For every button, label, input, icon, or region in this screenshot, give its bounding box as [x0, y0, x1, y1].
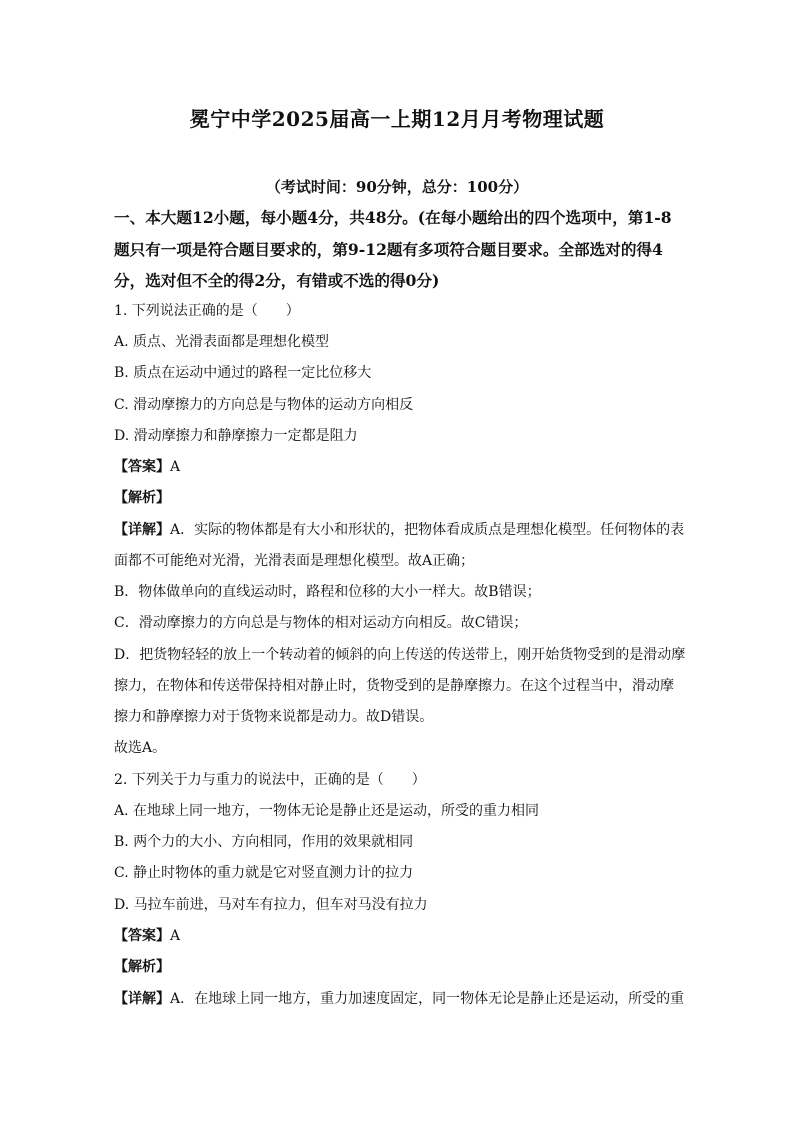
- q1-analysis-heading: 【解析】: [114, 490, 170, 506]
- q2-detail-tag: 【详解】: [114, 991, 170, 1007]
- q1-detail-line-6: 擦力，在物体和传送带保持相对静止时，货物受到的是静摩擦力。在这个过程当中，滑动摩: [114, 678, 674, 694]
- q1-detail-line-5: D．把货物轻轻的放上一个转动着的倾斜的向上传送的传送带上，刚开始货物受到的是滑动摩: [114, 647, 686, 663]
- q1-answer: [114, 456, 180, 476]
- q2-analysis-heading: 【解析】: [114, 959, 170, 975]
- q2-option-b: B. 两个力的大小、方向相同，作用的效果就相同: [114, 834, 414, 850]
- q2-stem: 2. 下列关于力与重力的说法中，正确的是（ ）: [114, 772, 426, 788]
- q1-option-b: B. 质点在运动中通过的路程一定比位移大: [114, 365, 372, 381]
- q1-detail-line-2: 面都不可能绝对光滑，光滑表面是理想化模型。故A正确；: [114, 553, 475, 569]
- q2-option-c: C. 静止时物体的重力就是它对竖直测力计的拉力: [114, 865, 414, 881]
- page-title: 冕宁中学2025届高一上期12月月考物理试题: [189, 107, 605, 131]
- section-instructions-line-3: 分，选对但不全的得2分，有错或不选的得0分): [114, 271, 440, 290]
- q1-answer-tag: 【答案】: [114, 459, 170, 475]
- q1-detail-line-7: 擦力和静摩擦力对于货物来说都是动力。故D错误。: [114, 709, 434, 725]
- q2-answer-value: A: [170, 928, 181, 944]
- q2-option-d: D. 马拉车前进，马对车有拉力，但车对马没有拉力: [114, 897, 428, 913]
- q1-detail-line-1: [114, 519, 684, 539]
- section-instructions-line-2: 题只有一项是符合题目要求的，第9-12题有多项符合题目要求。全部选对的得4: [114, 240, 663, 259]
- q1-option-d: D. 滑动摩擦力和静摩擦力一定都是阻力: [114, 428, 358, 444]
- q2-answer: [114, 925, 180, 945]
- q1-conclusion: 故选A。: [114, 740, 167, 756]
- exam-info: （考试时间：90分钟，总分：100分）: [265, 178, 529, 196]
- q1-detail-tag: 【详解】: [114, 522, 170, 538]
- q2-detail-line-1: [114, 988, 684, 1008]
- q1-answer-value: A: [170, 459, 181, 475]
- q1-stem: 1. 下列说法正确的是（ ）: [114, 303, 300, 319]
- q1-detail-text-1: A．实际的物体都是有大小和形状的，把物体看成质点是理想化模型。任何物体的表: [170, 522, 685, 538]
- section-instructions-line-1: 一、本大题12小题，每小题4分，共48分。(在每小题给出的四个选项中，第1-8: [114, 208, 672, 227]
- q1-detail-line-3: B．物体做单向的直线运动时，路程和位移的大小一样大。故B错误；: [114, 584, 541, 600]
- q2-detail-text-1: A．在地球上同一地方，重力加速度固定，同一物体无论是静止还是运动，所受的重: [170, 991, 685, 1007]
- q2-answer-tag: 【答案】: [114, 928, 170, 944]
- q1-option-a: A. 质点、光滑表面都是理想化模型: [114, 334, 330, 350]
- q1-option-c: C. 滑动摩擦力的方向总是与物体的运动方向相反: [114, 397, 414, 413]
- q1-detail-line-4: C．滑动摩擦力的方向总是与物体的相对运动方向相反。故C错误；: [114, 615, 528, 631]
- q2-option-a: A. 在地球上同一地方，一物体无论是静止还是运动，所受的重力相同: [114, 803, 540, 819]
